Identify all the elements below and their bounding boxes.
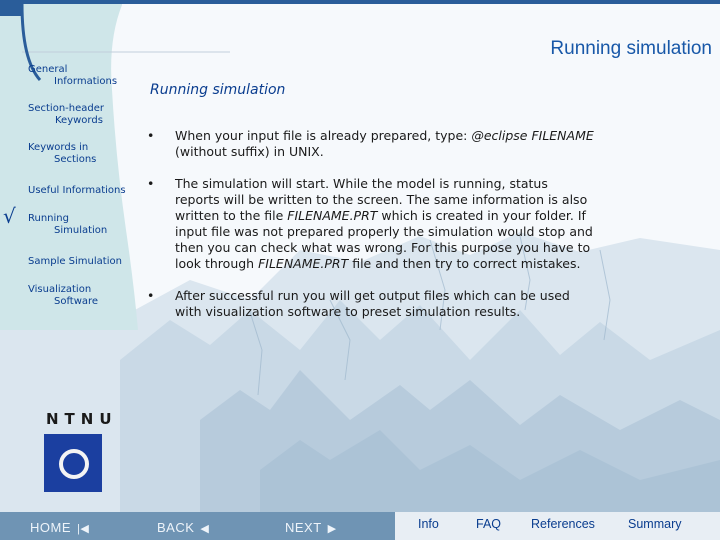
back-button[interactable] [157,520,209,535]
home-arrow-icon: |◀ [77,523,90,535]
sidebar-item-label: Visualization [28,284,92,295]
next-button[interactable] [285,520,337,535]
home-button[interactable] [30,520,89,535]
bullet-text: which is created in your folder. If input file was not prepared properly the simulation would stop and then you can check what was wrong. For this purpose you have to look through [175,208,593,271]
list-item [145,176,595,272]
sidebar-item-label: Sections [54,154,97,165]
logo-mark [44,434,102,492]
sidebar-item-label: Keywords in [28,142,89,153]
sidebar-item-label: Sample Simulation [28,256,122,267]
next-label: NEXT [285,520,322,535]
sidebar-item-label: Simulation [54,225,108,236]
sidebar-item-sample-simulation[interactable] [28,256,122,268]
bullet-text-italic: @eclipse FILENAME [471,128,594,143]
info-link[interactable]: Info [418,517,439,531]
logo-letters: NTNU [46,410,118,428]
sidebar-item-visualization-software[interactable] [28,284,98,308]
bullet-text: The simulation will start. While the model is running, status reports will be written to the screen. The same information is also written to the file [175,176,588,223]
content-title: Running simulation [150,82,286,98]
logo-ring [59,449,89,479]
sidebar-nav [0,0,138,340]
sidebar-item-label: Running [28,213,69,224]
sidebar-item-running-simulation[interactable] [28,213,107,237]
sidebar-item-label: Software [54,296,99,307]
summary-link[interactable]: Summary [628,517,682,531]
bullet-list [145,128,595,336]
back-arrow-icon: ◀ [200,523,210,535]
bullet-text: file and then try to correct mistakes. [348,256,581,271]
bullet-text: When your input file is already prepared, type: [175,128,472,143]
bullet-icon: • [147,176,155,191]
bullet-text: After successful run you will get output files which can be used with visualization software to preset simulation results. [175,288,570,319]
sidebar-item-useful-informations[interactable] [28,185,126,197]
sidebar-item-section-header-keywords[interactable] [28,103,104,127]
ntnu-logo [44,410,118,492]
list-item [145,128,595,160]
sidebar-item-label: Informations [54,76,118,87]
references-link[interactable]: References [531,517,595,531]
faq-link[interactable]: FAQ [476,517,502,531]
sidebar-item-keywords-in-sections[interactable] [28,142,96,166]
bullet-icon: • [147,288,155,303]
back-label: BACK [157,520,195,535]
bullet-text: (without suffix) in UNIX. [175,144,324,159]
page-title: Running simulation [550,38,712,59]
list-item [145,288,595,320]
sidebar-item-label: Section-header [28,103,104,114]
bullet-text-italic: FILENAME.PRT [287,208,378,223]
bullet-text-italic: FILENAME.PRT [258,256,349,271]
next-arrow-icon: ▶ [327,523,337,535]
active-check-icon: √ [3,204,16,228]
sidebar-item-label: General [28,64,68,75]
sidebar-item-general-informations[interactable] [28,64,117,88]
home-label: HOME [30,520,71,535]
footer-nav [0,512,720,540]
bullet-icon: • [147,128,155,143]
sidebar-item-label: Keywords [55,115,103,126]
sidebar-item-label: Useful Informations [28,185,126,196]
